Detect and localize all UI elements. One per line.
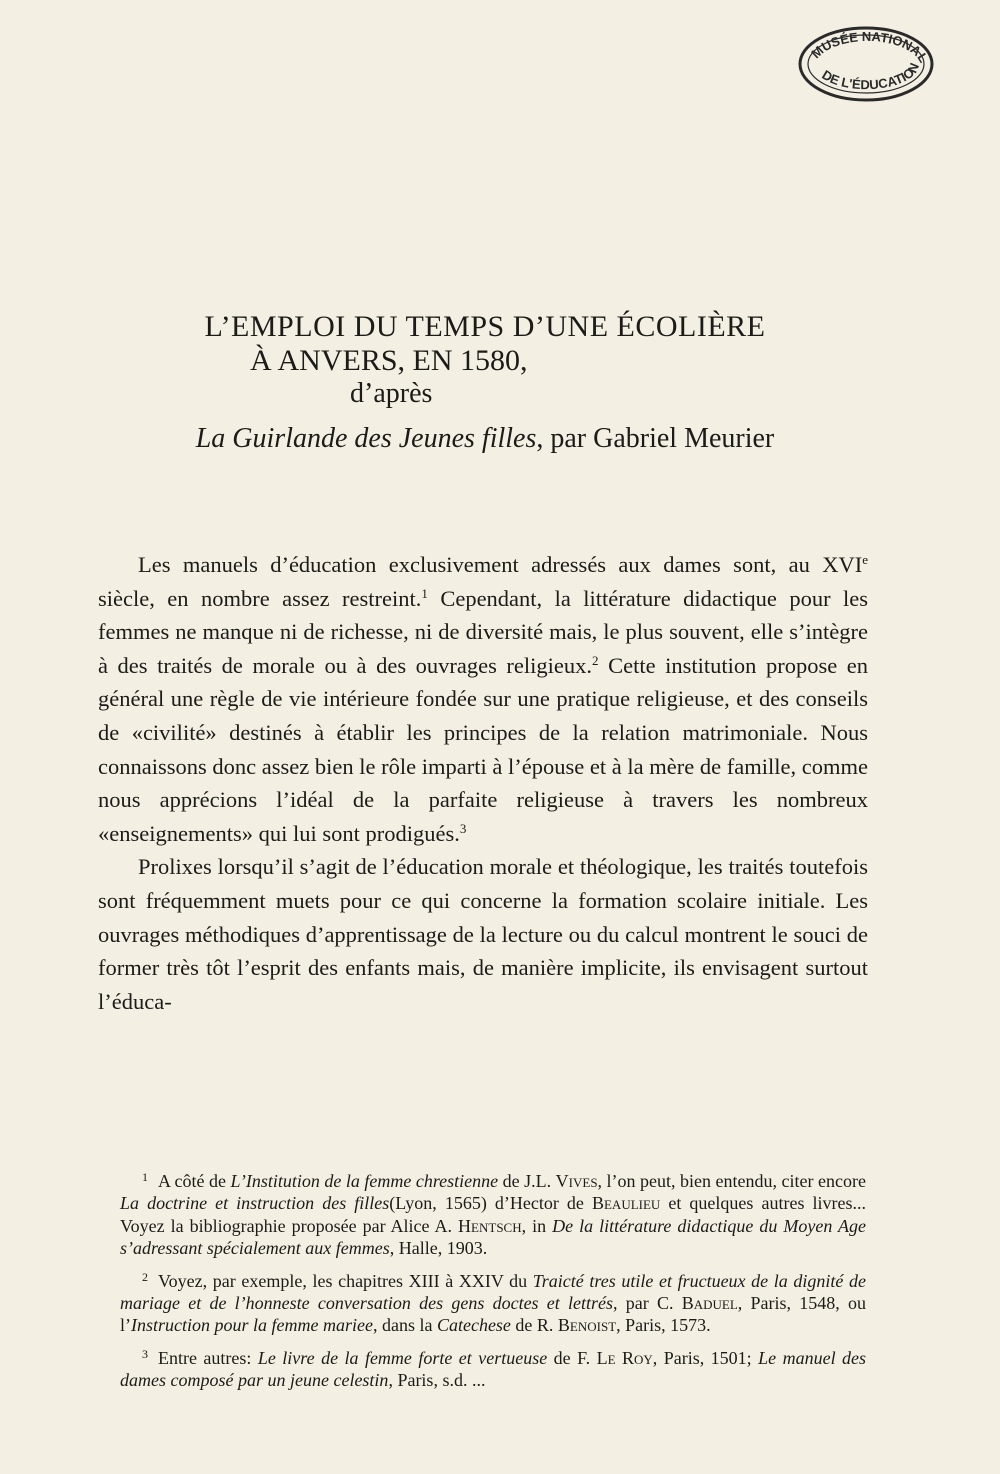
footnote-title: Le livre de la femme forte et vertueuse [257, 1347, 548, 1368]
footnote-text: de F. [547, 1347, 597, 1368]
museum-stamp [796, 24, 936, 104]
footnote-title: De la littérature didactique du Moyen Age s’adressant spécialement aux femmes [120, 1215, 866, 1259]
footnote-text: et quelques autres livres... Voyez la bibliographie proposée par Alice A. [120, 1193, 866, 1236]
footnote-title: L’Institution de la femme chrestienne [230, 1171, 499, 1191]
paragraph-1-part-b: siècle, en nombre assez restreint. [98, 585, 422, 611]
footnote-author: Baduel [681, 1293, 738, 1314]
paragraph-1-part-d: Cette institution propose en général une règle de vie intérieure fondée sur une pratique religieuse, et des conseils de «civilité» destinés à établir les principes de la relation matrimoniale. Nous connaissons donc assez bien le rôle imparti à l’épouse et à la mère de famille, comme nous apprécions l’idéal de la parfaite religieuse à travers les nombreux «enseignements» qui lui sont prodigués. [98, 652, 868, 846]
footnote-text: , par C. [613, 1293, 682, 1314]
stamp-line-1: MUSÉE NATIONAL [808, 28, 932, 66]
footnote-text: , Paris, 1548, ou l’ [120, 1293, 866, 1336]
footnote-title: Le manuel des dames composé par un jeune celestin [120, 1347, 867, 1391]
footnote-text: , dans la [372, 1315, 437, 1336]
footnote-author: Vives [555, 1171, 598, 1191]
footnote-title: La doctrine et instruction des filles [120, 1193, 390, 1214]
footnote-text: A côté de [158, 1171, 231, 1191]
footnote-text: , l’on peut, bien entendu, citer encore [597, 1171, 866, 1191]
footnote-title: Instruction pour la femme mariee [131, 1315, 373, 1336]
body-text [98, 548, 868, 1018]
paragraph-2: Prolixes lorsqu’il s’agit de l’éducation morale et théologique, les traités toutefois sont fréquemment muets pour ce qui concerne la formation scolaire initiale. Les ouvrages méthodiques d’apprentissage de la lecture ou du calcul montrent le souci de former très tôt l’esprit des enfants mais, de manière implicite, ils envisagent surtout l’éduca- [98, 854, 868, 1014]
century-superscript: e [862, 552, 868, 567]
paragraph-1 [98, 548, 868, 850]
title-book-name: La Guirlande des Jeunes filles [195, 423, 537, 454]
article-title [100, 310, 870, 456]
paragraph-1-part-c: Cependant, la littérature didactique pour les femmes ne manque ni de richesse, ni de diversité mais, le plus souvent, elle s’intègre à des traités de morale ou à des ouvrages religieux. [98, 585, 868, 678]
footnote-author: Hentsch [458, 1215, 522, 1236]
footnote-author: Beaulieu [591, 1193, 661, 1214]
museum-stamp-seal [796, 24, 936, 104]
footnote-text: , Paris, 1501; [652, 1347, 759, 1368]
footnote-text: Entre autres: [158, 1347, 258, 1368]
footnote-title: Catechese [436, 1315, 511, 1336]
footnote-number: 1 [142, 1170, 148, 1184]
title-line-1: L’EMPLOI DU TEMPS D’UNE ÉCOLIÈRE [204, 310, 766, 343]
footnote-ref-1[interactable]: 1 [421, 585, 428, 601]
title-line-2: À ANVERS, EN 1580, [250, 344, 528, 377]
footnote-2 [120, 1266, 866, 1337]
footnote-text: , Halle, 1903. [389, 1238, 488, 1259]
footnote-text: de J.L. [498, 1171, 556, 1191]
paragraph-1-part-a: Les manuels d’éducation exclusivement adressés aux dames sont, au XVI [138, 552, 863, 577]
title-line-4 [100, 422, 870, 456]
footnote-number: 3 [142, 1346, 148, 1361]
footnote-author: Le Roy [596, 1347, 653, 1368]
footnotes [120, 1166, 866, 1398]
footnote-ref-2[interactable]: 2 [592, 652, 599, 668]
title-line-3: d’après [350, 378, 433, 409]
footnote-text: , Paris, 1573. [616, 1315, 711, 1336]
footnote-text: (Lyon, 1565) d’Hector de [389, 1193, 592, 1214]
footnote-text: Voyez, par exemple, les chapitres XIII à XXIV du [158, 1270, 533, 1291]
footnote-text: , Paris, s.d. ... [388, 1370, 486, 1391]
title-author: , par Gabriel Meurier [536, 423, 775, 454]
footnote-number: 2 [142, 1269, 148, 1284]
footnote-ref-3[interactable]: 3 [459, 820, 467, 836]
svg-text:DE L'ÉDUCATION [819, 61, 922, 92]
footnote-title: Traicté tres utile et fructueux de la dignité de mariage et de l’honneste conversation des gens doctes et lettrés [120, 1270, 866, 1314]
stamp-line-2: DE L'ÉDUCATION [819, 60, 922, 93]
footnote-text: , in [521, 1215, 553, 1236]
footnote-text: de R. [510, 1315, 558, 1336]
footnote-3 [120, 1343, 866, 1392]
footnote-author: Benoist [557, 1315, 617, 1336]
footnote-1 [120, 1166, 866, 1260]
